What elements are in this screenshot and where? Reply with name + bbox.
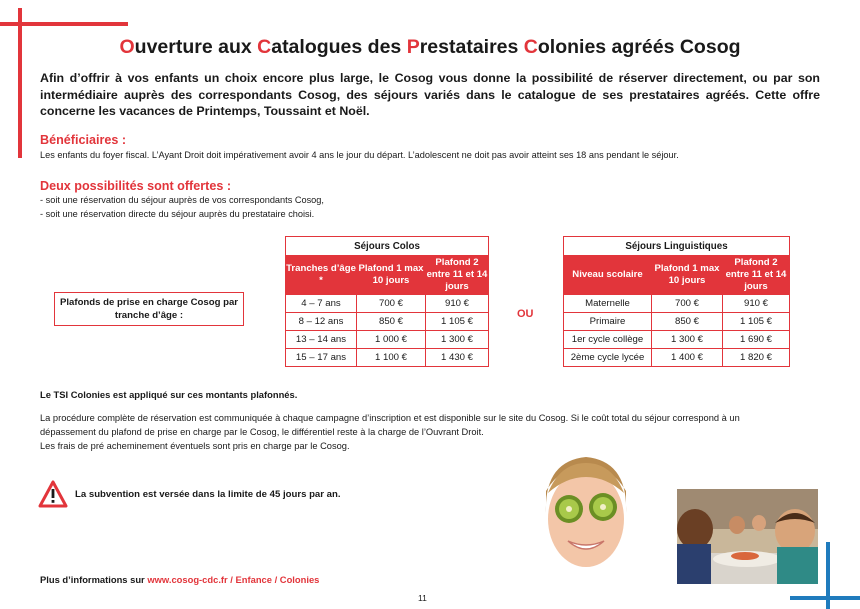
possibilite-item-1: - soit une réservation du séjour auprès de vos correspondants Cosog, [40, 195, 324, 205]
table-cell: 2ème cycle lycée [564, 349, 651, 366]
page-title: Ouverture aux Catalogues des Prestataires Colonies agréés Cosog [119, 36, 741, 58]
beneficiaires-heading: Bénéficiaires : [40, 133, 127, 147]
more-info-link[interactable]: www.cosog-cdc.fr / Enfance / Colonies [147, 574, 320, 585]
table-row [286, 331, 488, 348]
table-cell: 910 € [426, 295, 488, 312]
table-cell: 4 – 7 ans [286, 295, 356, 312]
procedure-paragraph: Les frais de pré acheminement éventuels sont pris en charge par le Cosog. [40, 440, 350, 451]
table-row [564, 313, 789, 330]
linguistiques-table [563, 236, 790, 367]
table-cell: 700 € [357, 295, 425, 312]
children-eating-photo [677, 489, 818, 584]
table-cell: 1 820 € [723, 349, 789, 366]
table-cell: 850 € [357, 313, 425, 330]
more-info-prefix: Plus d’informations sur [40, 574, 148, 585]
plafonds-label-box: Plafonds de prise en charge Cosog par tranche d’âge : [54, 292, 244, 326]
table-cell: 1 400 € [652, 349, 722, 366]
table-cell: 700 € [652, 295, 722, 312]
ou-separator: OU [517, 308, 534, 320]
table-cell: 1 300 € [426, 331, 488, 348]
colos-header: Tranches d’âge * [286, 256, 356, 294]
table-cell: 1 300 € [652, 331, 722, 348]
table-cell: Primaire [564, 313, 651, 330]
warning-triangle-icon [38, 480, 68, 508]
table-row [286, 349, 488, 366]
table-row [286, 295, 488, 312]
table-cell: 910 € [723, 295, 789, 312]
colos-header: Plafond 2 entre 11 et 14 jours [426, 257, 488, 292]
possibilite-item-2: - soit une réservation directe du séjour auprès du prestataire choisi. [40, 209, 315, 219]
colos-table [285, 236, 489, 367]
procedure-text [40, 412, 780, 453]
linguistiques-header: Plafond 1 max 10 jours [652, 256, 722, 294]
corner-cross-horizontal-red [0, 22, 128, 26]
warning-text: La subvention est versée dans la limite de 45 jours par an. [75, 489, 341, 500]
procedure-paragraph: La procédure complète de réservation est communiquée à chaque campagne d’inscription et est disponible sur le site du Cosog. Si le coût total du séjour correspond à un dépassement du plafond de prise en charge par le Cosog, le différentiel reste à la charge de l’Ouvrant Droit. [40, 413, 740, 437]
table-cell: 1 105 € [723, 313, 789, 330]
linguistiques-header: Niveau scolaire [564, 256, 651, 294]
table-cell: 1 690 € [723, 331, 789, 348]
corner-cross-vertical-red [18, 8, 22, 158]
more-info [40, 574, 319, 585]
page-number: 11 [418, 593, 427, 603]
table-cell: 1 100 € [357, 349, 425, 366]
table-cell: 15 – 17 ans [286, 349, 356, 366]
table-row [286, 313, 488, 330]
table-cell: 1 430 € [426, 349, 488, 366]
table-cell: 8 – 12 ans [286, 313, 356, 330]
table-row [564, 331, 789, 348]
table-cell: 13 – 14 ans [286, 331, 356, 348]
table-cell: 850 € [652, 313, 722, 330]
tsi-note: Le TSI Colonies est appliqué sur ces montants plafonnés. [40, 389, 298, 400]
possibilites-heading: Deux possibilités sont offertes : [40, 179, 232, 193]
corner-cross-horizontal-blue [790, 596, 860, 600]
intro-paragraph: Afin d’offrir à vos enfants un choix encore plus large, le Cosog vous donne la possibilité de réserver directement, ou par son intermédiaire auprès des correspondants Cosog, des séjours variés dans le catalogue de ses prestataires agréés. Cette offre concerne les vacances de Printemps, Toussaint et Noël. [40, 71, 820, 118]
colos-header: Plafond 1 max 10 jours [357, 256, 425, 294]
child-kiwi-photo [540, 453, 632, 573]
colos-caption: Séjours Colos [286, 237, 488, 255]
table-cell: 1er cycle collège [564, 331, 651, 348]
table-cell: Maternelle [564, 295, 651, 312]
table-row [564, 295, 789, 312]
beneficiaires-text: Les enfants du foyer fiscal. L’Ayant Droit doit impérativement avoir 4 ans le jour du départ. L’adolescent ne doit pas avoir atteint ses 18 ans pendant le séjour. [40, 150, 679, 160]
table-cell: 1 105 € [426, 313, 488, 330]
linguistiques-header: Plafond 2 entre 11 et 14 jours [723, 256, 789, 294]
table-row [564, 349, 789, 366]
table-cell: 1 000 € [357, 331, 425, 348]
linguistiques-caption: Séjours Linguistiques [564, 237, 789, 255]
